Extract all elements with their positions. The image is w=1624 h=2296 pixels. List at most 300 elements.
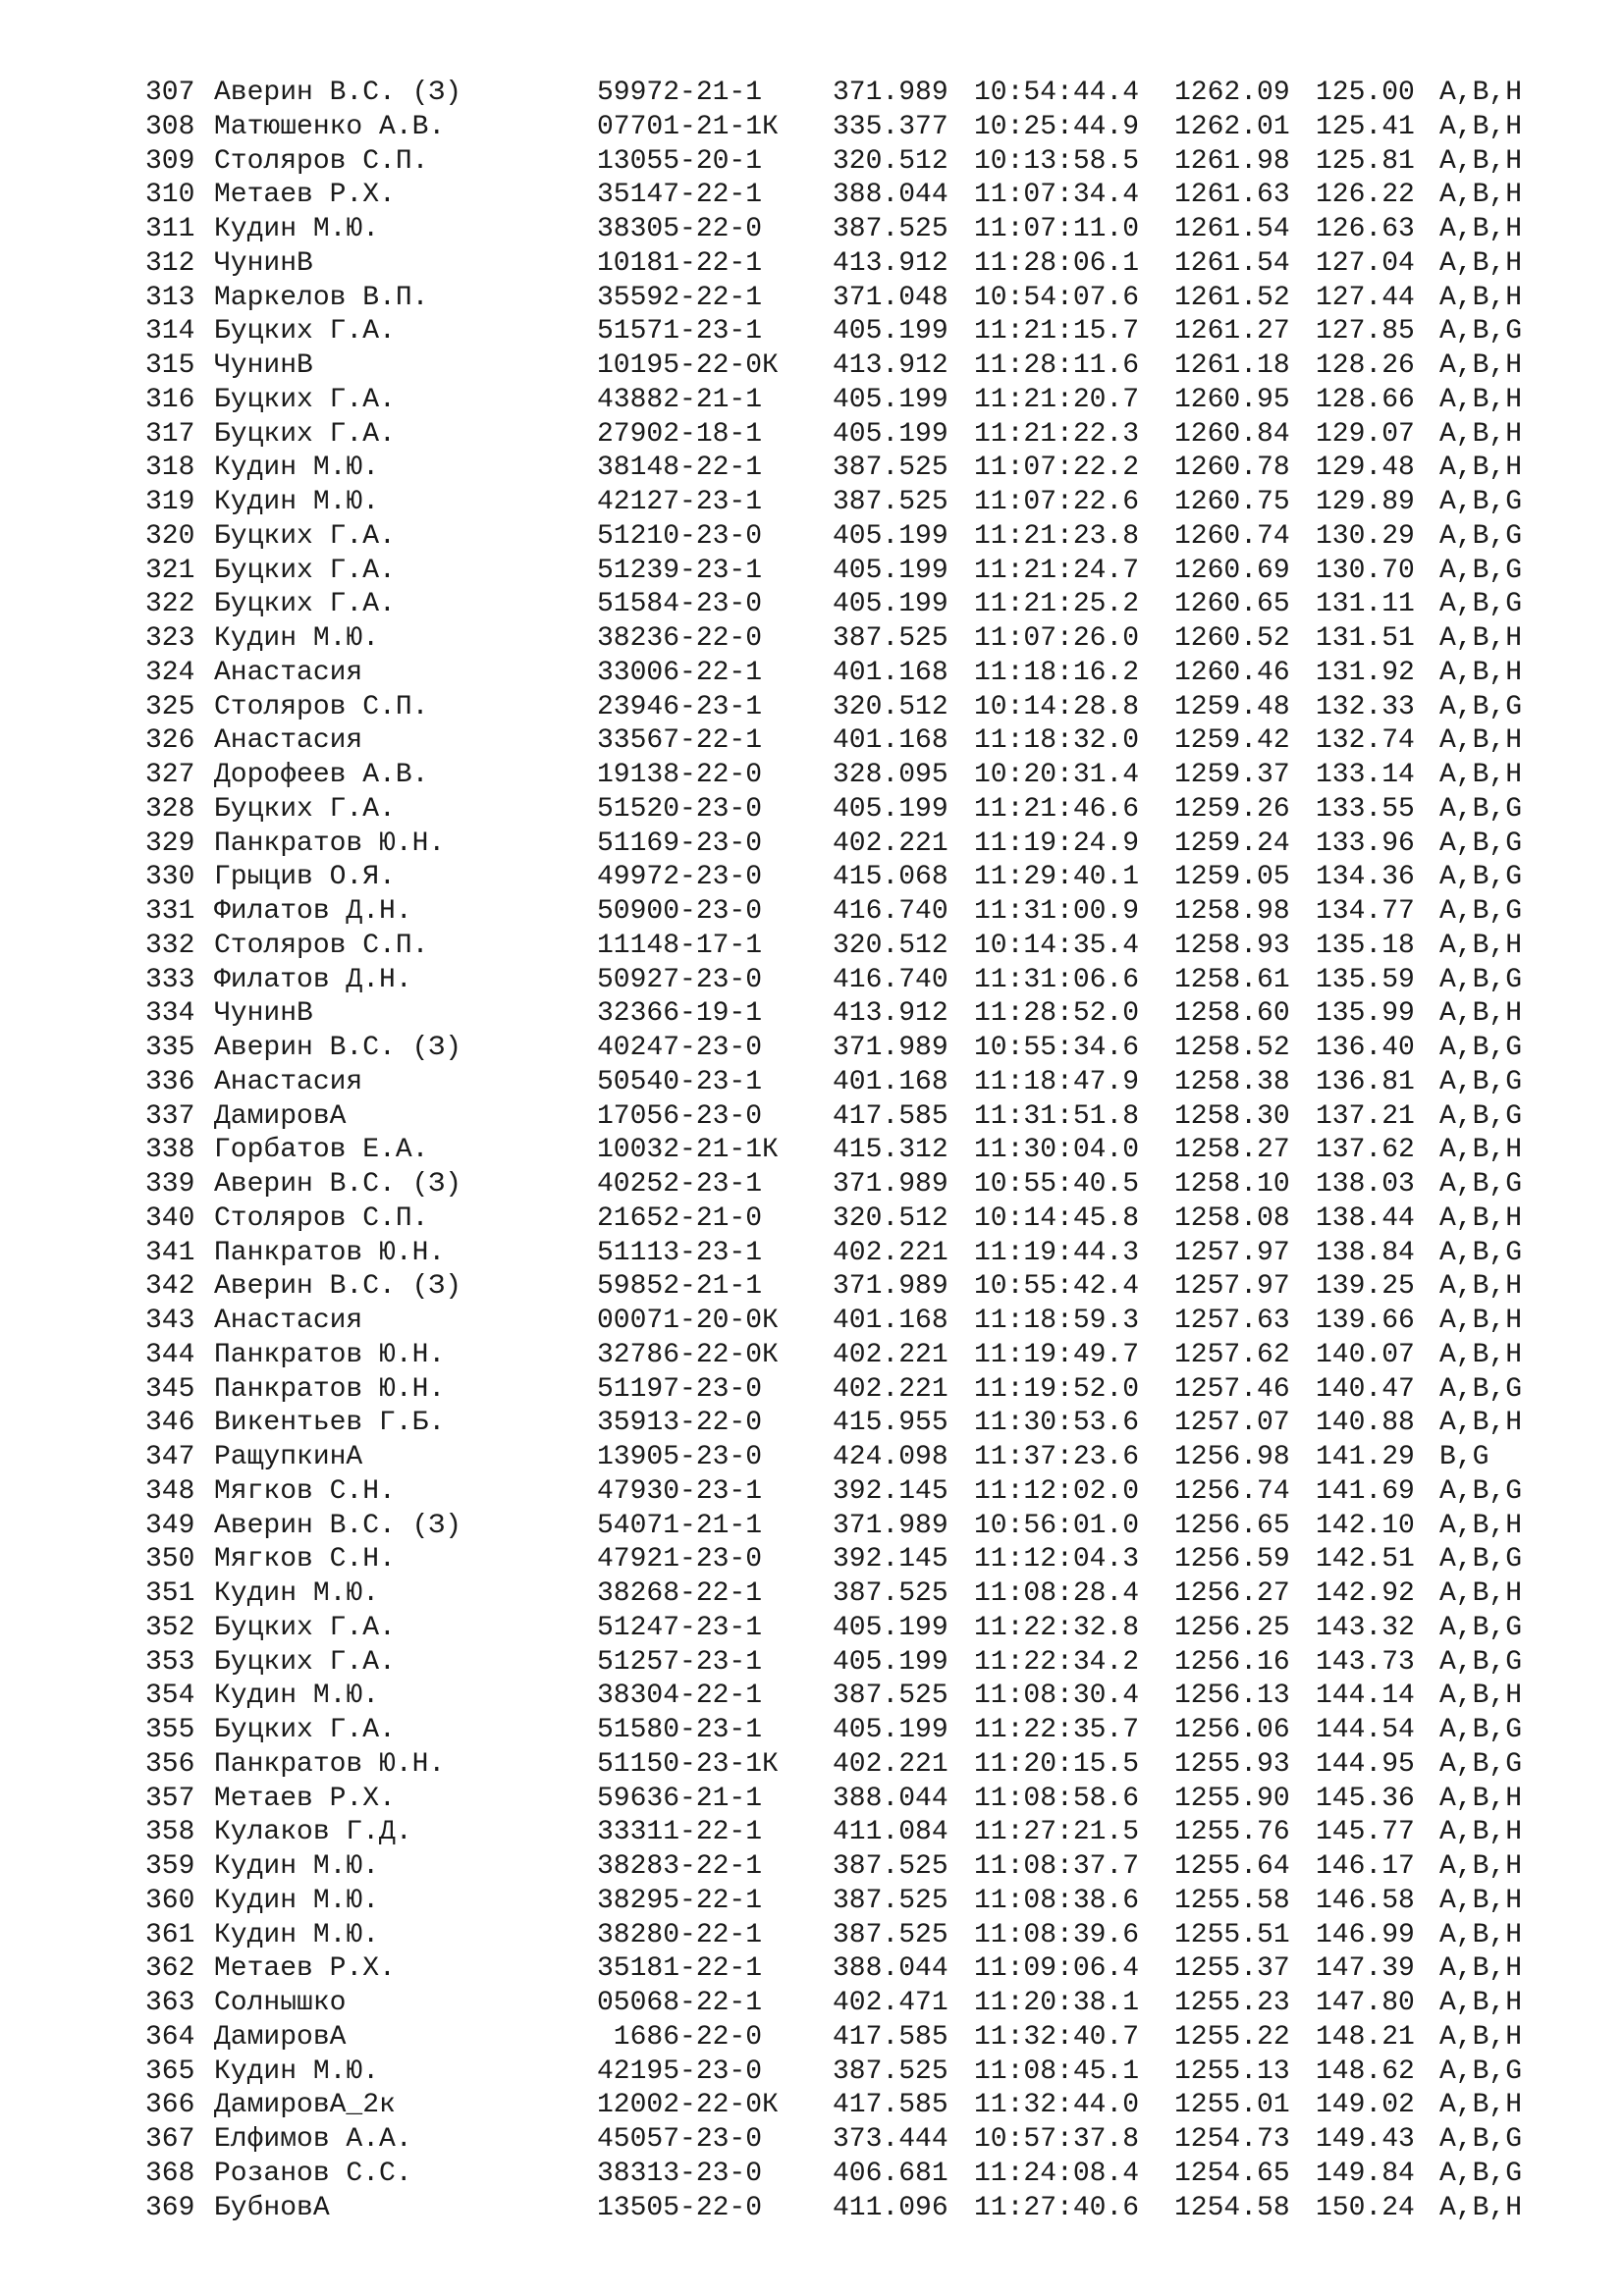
- speed: 1255.90: [1174, 1783, 1290, 1814]
- class-codes: A,B,H: [1439, 247, 1523, 279]
- distance: 415.068: [833, 862, 948, 893]
- points: 146.58: [1316, 1885, 1415, 1916]
- distance: 415.312: [833, 1135, 948, 1166]
- points: 143.73: [1316, 1646, 1415, 1678]
- distance: 387.525: [833, 1851, 948, 1882]
- fancier-name: Горбатов Е.А.: [214, 1135, 429, 1166]
- class-codes: A,B,H: [1439, 1578, 1523, 1609]
- fancier-name: ЧунинВ: [214, 350, 313, 381]
- ring-number: 51571-23-1: [597, 316, 763, 347]
- class-codes: A,B,G: [1439, 487, 1523, 517]
- fancier-name: Буцких Г.А.: [214, 418, 396, 450]
- distance: 424.098: [833, 1442, 948, 1472]
- speed: 1259.24: [1174, 828, 1290, 859]
- distance: 387.525: [833, 1681, 948, 1712]
- arrival-time: 11:09:06.4: [974, 1953, 1140, 1985]
- speed: 1257.46: [1174, 1373, 1290, 1405]
- ring-number: 47921-23-0: [597, 1544, 763, 1575]
- fancier-name: Филатов Д.Н.: [214, 896, 412, 927]
- class-codes: A,B,H: [1439, 1851, 1523, 1882]
- points: 126.63: [1316, 214, 1415, 244]
- speed: 1261.27: [1174, 316, 1290, 347]
- arrival-time: 11:20:38.1: [974, 1988, 1140, 2018]
- fancier-name: Кудин М.Ю.: [214, 1919, 380, 1950]
- table-row: [145, 1816, 1579, 1850]
- ring-number: 13505-22-0: [597, 2192, 763, 2223]
- table-row: [145, 1100, 1579, 1135]
- arrival-time: 11:18:47.9: [974, 1066, 1140, 1097]
- distance: 401.168: [833, 657, 948, 688]
- distance: 371.989: [833, 1271, 948, 1303]
- distance: 417.585: [833, 2090, 948, 2121]
- arrival-time: 11:30:53.6: [974, 1408, 1140, 1439]
- table-row: [145, 1202, 1579, 1237]
- points: 142.92: [1316, 1578, 1415, 1609]
- ring-number: 10032-21-1К: [597, 1135, 779, 1166]
- points: 135.18: [1316, 930, 1415, 961]
- table-row: [145, 1783, 1579, 1817]
- fancier-name: Аверин В.С. (З): [214, 1169, 462, 1200]
- points: 135.99: [1316, 998, 1415, 1030]
- place-number: 320: [145, 520, 195, 552]
- speed: 1256.06: [1174, 1715, 1290, 1745]
- points: 142.51: [1316, 1544, 1415, 1575]
- arrival-time: 11:08:39.6: [974, 1919, 1140, 1950]
- fancier-name: Метаев Р.Х.: [214, 1783, 396, 1814]
- ring-number: 12002-22-0К: [597, 2090, 779, 2121]
- place-number: 354: [145, 1681, 195, 1712]
- points: 138.44: [1316, 1202, 1415, 1234]
- fancier-name: Буцких Г.А.: [214, 1612, 396, 1643]
- arrival-time: 10:55:34.6: [974, 1033, 1140, 1063]
- points: 140.88: [1316, 1408, 1415, 1439]
- arrival-time: 11:08:37.7: [974, 1851, 1140, 1882]
- table-row: [145, 179, 1579, 213]
- points: 140.47: [1316, 1373, 1415, 1405]
- points: 135.59: [1316, 964, 1415, 995]
- table-row: [145, 77, 1579, 111]
- ring-number: 42195-23-0: [597, 2056, 763, 2087]
- place-number: 369: [145, 2192, 195, 2223]
- table-row: [145, 588, 1579, 622]
- points: 147.39: [1316, 1953, 1415, 1985]
- speed: 1258.08: [1174, 1202, 1290, 1234]
- fancier-name: РащупкинА: [214, 1442, 363, 1472]
- place-number: 322: [145, 589, 195, 620]
- speed: 1260.74: [1174, 520, 1290, 552]
- class-codes: A,B,H: [1439, 214, 1523, 244]
- table-row: [145, 2056, 1579, 2090]
- arrival-time: 11:28:11.6: [974, 350, 1140, 381]
- table-row: [145, 213, 1579, 247]
- arrival-time: 11:30:04.0: [974, 1135, 1140, 1166]
- points: 142.10: [1316, 1510, 1415, 1541]
- class-codes: A,B,H: [1439, 1885, 1523, 1916]
- points: 144.54: [1316, 1715, 1415, 1745]
- arrival-time: 11:31:00.9: [974, 896, 1140, 927]
- place-number: 362: [145, 1953, 195, 1985]
- class-codes: A,B,H: [1439, 998, 1523, 1030]
- class-codes: A,B,G: [1439, 316, 1523, 347]
- speed: 1255.22: [1174, 2021, 1290, 2053]
- class-codes: A,B,H: [1439, 760, 1523, 790]
- distance: 320.512: [833, 691, 948, 722]
- speed: 1256.98: [1174, 1442, 1290, 1472]
- arrival-time: 11:28:06.1: [974, 247, 1140, 279]
- points: 129.48: [1316, 453, 1415, 484]
- points: 131.11: [1316, 589, 1415, 620]
- place-number: 324: [145, 657, 195, 688]
- ring-number: 50540-23-1: [597, 1066, 763, 1097]
- fancier-name: Кудин М.Ю.: [214, 2056, 380, 2087]
- speed: 1261.98: [1174, 145, 1290, 177]
- table-row: [145, 1646, 1579, 1681]
- speed: 1260.75: [1174, 487, 1290, 517]
- class-codes: A,B,H: [1439, 623, 1523, 654]
- distance: 402.471: [833, 1988, 948, 2018]
- distance: 387.525: [833, 1919, 948, 1950]
- speed: 1255.37: [1174, 1953, 1290, 1985]
- speed: 1261.18: [1174, 350, 1290, 381]
- fancier-name: Аверин В.С. (З): [214, 1510, 462, 1541]
- table-row: [145, 384, 1579, 418]
- distance: 392.145: [833, 1544, 948, 1575]
- place-number: 359: [145, 1851, 195, 1882]
- class-codes: A,B,G: [1439, 1100, 1523, 1132]
- fancier-name: ДамировА_2к: [214, 2090, 396, 2121]
- fancier-name: Метаев Р.Х.: [214, 180, 396, 211]
- speed: 1261.54: [1174, 247, 1290, 279]
- fancier-name: Викентьев Г.Б.: [214, 1408, 446, 1439]
- table-row: [145, 997, 1579, 1032]
- class-codes: A,B,H: [1439, 145, 1523, 177]
- distance: 371.989: [833, 1033, 948, 1063]
- table-row: [145, 1407, 1579, 1441]
- fancier-name: Буцких Г.А.: [214, 793, 396, 825]
- class-codes: A,B,H: [1439, 418, 1523, 450]
- arrival-time: 11:21:46.6: [974, 793, 1140, 825]
- speed: 1259.48: [1174, 691, 1290, 722]
- distance: 402.221: [833, 828, 948, 859]
- class-codes: A,B,G: [1439, 1748, 1523, 1780]
- speed: 1255.76: [1174, 1817, 1290, 1848]
- table-row: [145, 2021, 1579, 2056]
- speed: 1257.97: [1174, 1237, 1290, 1268]
- distance: 405.199: [833, 555, 948, 586]
- speed: 1260.52: [1174, 623, 1290, 654]
- points: 144.95: [1316, 1748, 1415, 1780]
- table-row: [145, 1612, 1579, 1646]
- class-codes: A,B,G: [1439, 1646, 1523, 1678]
- distance: 411.084: [833, 1817, 948, 1848]
- place-number: 351: [145, 1578, 195, 1609]
- class-codes: A,B,G: [1439, 1033, 1523, 1063]
- class-codes: A,B,H: [1439, 78, 1523, 108]
- speed: 1257.62: [1174, 1339, 1290, 1370]
- speed: 1255.23: [1174, 1988, 1290, 2018]
- ring-number: 47930-23-1: [597, 1475, 763, 1507]
- fancier-name: Елфимов А.А.: [214, 2124, 412, 2155]
- table-row: [145, 759, 1579, 793]
- distance: 405.199: [833, 1715, 948, 1745]
- table-row: [145, 724, 1579, 759]
- ring-number: 51584-23-0: [597, 589, 763, 620]
- fancier-name: Метаев Р.Х.: [214, 1953, 396, 1985]
- place-number: 334: [145, 998, 195, 1030]
- speed: 1256.27: [1174, 1578, 1290, 1609]
- table-row: [145, 555, 1579, 589]
- class-codes: A,B,H: [1439, 282, 1523, 313]
- ring-number: 00071-20-0К: [597, 1306, 779, 1336]
- arrival-time: 11:20:15.5: [974, 1748, 1140, 1780]
- class-codes: A,B,G: [1439, 520, 1523, 552]
- class-codes: A,B,H: [1439, 1988, 1523, 2018]
- class-codes: A,B,H: [1439, 725, 1523, 757]
- arrival-time: 11:22:32.8: [974, 1612, 1140, 1643]
- place-number: 323: [145, 623, 195, 654]
- place-number: 339: [145, 1169, 195, 1200]
- fancier-name: ЧунинВ: [214, 247, 313, 279]
- ring-number: 59636-21-1: [597, 1783, 763, 1814]
- fancier-name: Панкратов Ю.Н.: [214, 828, 446, 859]
- arrival-time: 10:14:28.8: [974, 691, 1140, 722]
- table-row: [145, 1237, 1579, 1271]
- place-number: 358: [145, 1817, 195, 1848]
- ring-number: 51239-23-1: [597, 555, 763, 586]
- distance: 387.525: [833, 487, 948, 517]
- fancier-name: Панкратов Ю.Н.: [214, 1339, 446, 1370]
- ring-number: 1686-22-0: [597, 2021, 763, 2053]
- place-number: 310: [145, 180, 195, 211]
- fancier-name: ДамировА: [214, 1100, 347, 1132]
- class-codes: A,B,H: [1439, 180, 1523, 211]
- class-codes: A,B,H: [1439, 384, 1523, 415]
- table-row: [145, 828, 1579, 862]
- arrival-time: 10:20:31.4: [974, 760, 1140, 790]
- ring-number: 51520-23-0: [597, 793, 763, 825]
- ring-number: 59972-21-1: [597, 78, 763, 108]
- speed: 1262.01: [1174, 111, 1290, 142]
- fancier-name: Аверин В.С. (З): [214, 78, 462, 108]
- fancier-name: Аверин В.С. (З): [214, 1033, 462, 1063]
- fancier-name: Анастасия: [214, 1066, 363, 1097]
- arrival-time: 11:07:34.4: [974, 180, 1140, 211]
- ring-number: 11148-17-1: [597, 930, 763, 961]
- place-number: 368: [145, 2158, 195, 2189]
- distance: 406.681: [833, 2158, 948, 2189]
- speed: 1255.64: [1174, 1851, 1290, 1882]
- distance: 371.048: [833, 282, 948, 313]
- fancier-name: Буцких Г.А.: [214, 316, 396, 347]
- fancier-name: Панкратов Ю.Н.: [214, 1237, 446, 1268]
- class-codes: A,B,H: [1439, 2192, 1523, 2223]
- points: 141.29: [1316, 1442, 1415, 1472]
- speed: 1261.52: [1174, 282, 1290, 313]
- table-row: [145, 1952, 1579, 1987]
- arrival-time: 11:07:26.0: [974, 623, 1140, 654]
- distance: 402.221: [833, 1339, 948, 1370]
- ring-number: 38313-23-0: [597, 2158, 763, 2189]
- ring-number: 51169-23-0: [597, 828, 763, 859]
- distance: 405.199: [833, 418, 948, 450]
- ring-number: 51113-23-1: [597, 1237, 763, 1268]
- speed: 1256.13: [1174, 1681, 1290, 1712]
- table-row: [145, 282, 1579, 316]
- ring-number: 54071-21-1: [597, 1510, 763, 1541]
- ring-number: 13905-23-0: [597, 1442, 763, 1472]
- distance: 401.168: [833, 1306, 948, 1336]
- place-number: 313: [145, 282, 195, 313]
- table-row: [145, 2089, 1579, 2123]
- distance: 415.955: [833, 1408, 948, 1439]
- arrival-time: 11:08:45.1: [974, 2056, 1140, 2087]
- class-codes: A,B,G: [1439, 1544, 1523, 1575]
- ring-number: 49972-23-0: [597, 862, 763, 893]
- speed: 1261.63: [1174, 180, 1290, 211]
- speed: 1258.93: [1174, 930, 1290, 961]
- points: 138.84: [1316, 1237, 1415, 1268]
- table-row: [145, 486, 1579, 520]
- class-codes: A,B,H: [1439, 1271, 1523, 1303]
- points: 137.62: [1316, 1135, 1415, 1166]
- arrival-time: 11:19:44.3: [974, 1237, 1140, 1268]
- place-number: 328: [145, 793, 195, 825]
- class-codes: A,B,H: [1439, 1510, 1523, 1541]
- class-codes: A,B,H: [1439, 350, 1523, 381]
- points: 129.07: [1316, 418, 1415, 450]
- place-number: 350: [145, 1544, 195, 1575]
- distance: 392.145: [833, 1475, 948, 1507]
- table-row: [145, 1714, 1579, 1748]
- distance: 417.585: [833, 1100, 948, 1132]
- speed: 1258.60: [1174, 998, 1290, 1030]
- fancier-name: Буцких Г.А.: [214, 520, 396, 552]
- ring-number: 32786-22-0К: [597, 1339, 779, 1370]
- place-number: 321: [145, 555, 195, 586]
- points: 127.04: [1316, 247, 1415, 279]
- class-codes: A,B,H: [1439, 657, 1523, 688]
- class-codes: A,B,H: [1439, 1953, 1523, 1985]
- class-codes: B,G: [1439, 1442, 1489, 1472]
- ring-number: 27902-18-1: [597, 418, 763, 450]
- ring-number: 33311-22-1: [597, 1817, 763, 1848]
- points: 131.92: [1316, 657, 1415, 688]
- ring-number: 40252-23-1: [597, 1169, 763, 1200]
- table-row: [145, 452, 1579, 486]
- class-codes: A,B,G: [1439, 896, 1523, 927]
- arrival-time: 10:55:40.5: [974, 1169, 1140, 1200]
- points: 127.85: [1316, 316, 1415, 347]
- arrival-time: 11:27:21.5: [974, 1817, 1140, 1848]
- class-codes: A,B,G: [1439, 1237, 1523, 1268]
- ring-number: 17056-23-0: [597, 1100, 763, 1132]
- points: 137.21: [1316, 1100, 1415, 1132]
- distance: 402.221: [833, 1748, 948, 1780]
- place-number: 317: [145, 418, 195, 450]
- points: 139.66: [1316, 1306, 1415, 1336]
- points: 146.17: [1316, 1851, 1415, 1882]
- table-row: [145, 1885, 1579, 1919]
- distance: 416.740: [833, 964, 948, 995]
- ring-number: 38268-22-1: [597, 1578, 763, 1609]
- class-codes: A,B,G: [1439, 1715, 1523, 1745]
- results-table: [145, 77, 1579, 2225]
- arrival-time: 11:19:52.0: [974, 1373, 1140, 1405]
- arrival-time: 11:08:58.6: [974, 1783, 1140, 1814]
- arrival-time: 10:55:42.4: [974, 1271, 1140, 1303]
- place-number: 331: [145, 896, 195, 927]
- table-row: [145, 1510, 1579, 1544]
- place-number: 363: [145, 1988, 195, 2018]
- fancier-name: Кудин М.Ю.: [214, 487, 380, 517]
- arrival-time: 11:29:40.1: [974, 862, 1140, 893]
- table-row: [145, 1543, 1579, 1577]
- speed: 1256.59: [1174, 1544, 1290, 1575]
- ring-number: 05068-22-1: [597, 1988, 763, 2018]
- speed: 1255.01: [1174, 2090, 1290, 2121]
- speed: 1260.84: [1174, 418, 1290, 450]
- table-row: [145, 1305, 1579, 1339]
- place-number: 365: [145, 2056, 195, 2087]
- class-codes: A,B,G: [1439, 2124, 1523, 2155]
- arrival-time: 10:54:07.6: [974, 282, 1140, 313]
- fancier-name: Анастасия: [214, 725, 363, 757]
- points: 133.96: [1316, 828, 1415, 859]
- table-row: [145, 2123, 1579, 2158]
- distance: 387.525: [833, 1578, 948, 1609]
- fancier-name: Маркелов В.П.: [214, 282, 429, 313]
- distance: 405.199: [833, 316, 948, 347]
- class-codes: A,B,G: [1439, 1373, 1523, 1405]
- speed: 1255.51: [1174, 1919, 1290, 1950]
- arrival-time: 10:25:44.9: [974, 111, 1140, 142]
- table-row: [145, 1270, 1579, 1305]
- distance: 401.168: [833, 725, 948, 757]
- class-codes: A,B,H: [1439, 1681, 1523, 1712]
- place-number: 307: [145, 78, 195, 108]
- ring-number: 51580-23-1: [597, 1715, 763, 1745]
- place-number: 335: [145, 1033, 195, 1063]
- points: 147.80: [1316, 1988, 1415, 2018]
- class-codes: A,B,H: [1439, 2090, 1523, 2121]
- distance: 335.377: [833, 111, 948, 142]
- table-row: [145, 657, 1579, 691]
- arrival-time: 11:21:15.7: [974, 316, 1140, 347]
- points: 146.99: [1316, 1919, 1415, 1950]
- speed: 1261.54: [1174, 214, 1290, 244]
- place-number: 340: [145, 1202, 195, 1234]
- fancier-name: Буцких Г.А.: [214, 589, 396, 620]
- place-number: 356: [145, 1748, 195, 1780]
- ring-number: 38304-22-1: [597, 1681, 763, 1712]
- speed: 1258.10: [1174, 1169, 1290, 1200]
- table-row: [145, 691, 1579, 725]
- arrival-time: 10:14:35.4: [974, 930, 1140, 961]
- distance: 320.512: [833, 1202, 948, 1234]
- distance: 328.095: [833, 760, 948, 790]
- fancier-name: Солнышко: [214, 1988, 347, 2018]
- distance: 320.512: [833, 930, 948, 961]
- place-number: 316: [145, 384, 195, 415]
- arrival-time: 11:28:52.0: [974, 998, 1140, 1030]
- table-row: [145, 930, 1579, 964]
- speed: 1255.58: [1174, 1885, 1290, 1916]
- ring-number: 38305-22-0: [597, 214, 763, 244]
- points: 150.24: [1316, 2192, 1415, 2223]
- ring-number: 38280-22-1: [597, 1919, 763, 1950]
- table-row: [145, 349, 1579, 384]
- place-number: 326: [145, 725, 195, 757]
